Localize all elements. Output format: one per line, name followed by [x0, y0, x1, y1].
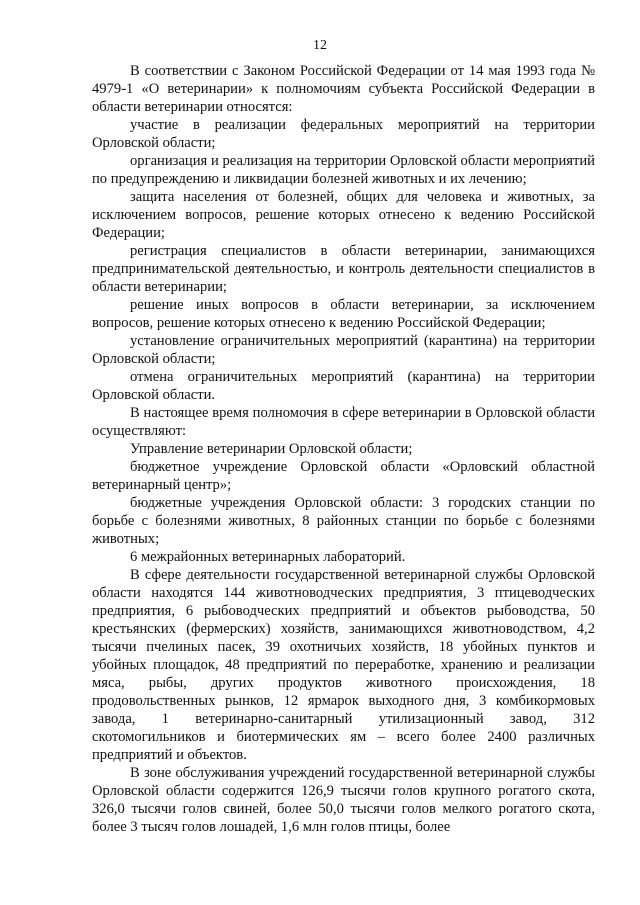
paragraph-list-item: защита населения от болезней, общих для человека и животных, за исключением вопросов, решение которых отнесено к ведению Российской Федерации; — [92, 189, 595, 241]
paragraph-list-item: участие в реализации федеральных мероприятий на территории Орловской области; — [92, 117, 595, 151]
page-number: 12 — [313, 38, 327, 53]
paragraph-list-item: Управление ветеринарии Орловской области; — [130, 441, 413, 457]
paragraph-list-item: установление ограничительных мероприятий (карантина) на территории Орловской области; — [92, 333, 595, 367]
document-body — [92, 62, 595, 836]
paragraph-list-item: отмена ограничительных мероприятий (карантина) на территории Орловской области. — [92, 369, 595, 403]
paragraph-livestock: В зоне обслуживания учреждений государственной ветеринарной службы Орловской области содержится 126,9 тысячи голов крупного рогатого скота, 326,0 тысячи голов свиней, более 50,0 тысячи голов мелкого рогатого скота, более 3 тысяч голов лошадей, 1,6 млн голов птицы, более — [92, 765, 595, 835]
paragraph-intro: В соответствии с Законом Российской Федерации от 14 мая 1993 года № 4979-1 «О ветеринарии» к полномочиям субъекта Российской Федерации в области ветеринарии относятся: — [92, 63, 595, 115]
paragraph-authorities: В настоящее время полномочия в сфере ветеринарии в Орловской области осуществляют: — [92, 405, 595, 439]
paragraph-list-item: решение иных вопросов в области ветеринарии, за исключением вопросов, решение которых отнесено к ведению Российской Федерации; — [92, 297, 595, 331]
paragraph-list-item: бюджетные учреждения Орловской области: 3 городских станции по борьбе с болезнями животных, 8 районных станции по борьбе с болезнями животных; — [92, 495, 595, 547]
paragraph-scope: В сфере деятельности государственной ветеринарной службы Орловской области находятся 144 животноводческих предприятия, 3 птицеводческих предприятия, 6 рыбоводческих предприятий и объектов рыбоводства, 50 крестьянских (фермерских) хозяйств, занимающихся животноводством, 4,2 тысячи пчелиных пасек, 39 охотничьих хозяйств, 18 убойных пунктов и убойных площадок, 48 предприятий по переработке, хранению и реализации мяса, рыбы, других продуктов животного происхождения, 18 продовольственных рынков, 12 ярмарок выходного дня, 3 комбикормовых завода, 1 ветеринарно-санитарный утилизационный завод, 312 скотомогильников и биотермических ям – всего более 2400 различных предприятий и объектов. — [92, 567, 595, 763]
paragraph-list-item: регистрация специалистов в области ветеринарии, занимающихся предпринимательской деятельностью, и контроль деятельности специалистов в области ветеринарии; — [92, 243, 595, 295]
paragraph-list-item: бюджетное учреждение Орловской области «Орловский областной ветеринарный центр»; — [92, 459, 595, 493]
paragraph-list-item: организация и реализация на территории Орловской области мероприятий по предупреждению и ликвидации болезней животных и их лечению; — [92, 153, 595, 187]
paragraph-list-item: 6 межрайонных ветеринарных лабораторий. — [130, 549, 406, 565]
